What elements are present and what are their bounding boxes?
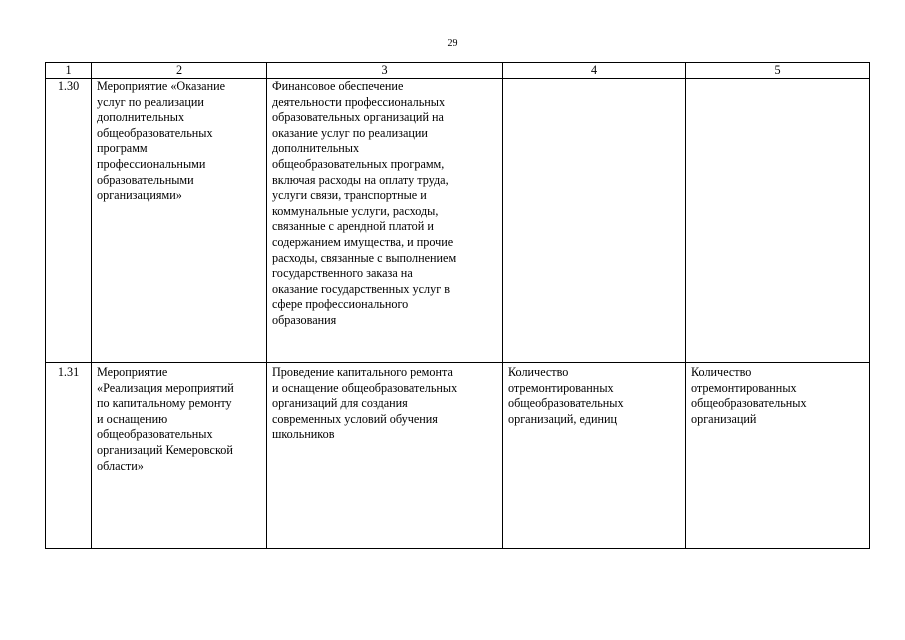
header-cell-4: 4 <box>503 63 686 79</box>
table-row <box>46 79 870 363</box>
measure-description-cell: Финансовое обеспечение деятельности профессиональных образовательных организаций на оказание услуг по реализации дополнительных общеобразовательных программ, включая расходы на оплату труда, услуги связи, транспортные и коммунальные услуги, расходы, связанные с арендной платой и содержанием имущества, и прочие расходы, связанные с выполнением государственного заказа на оказание государственных услуг в сфере профессионального образования <box>267 79 503 363</box>
measure-name-cell: Мероприятие «Оказание услуг по реализации дополнительных общеобразовательных программ профессиональными образовательными организациями» <box>92 79 267 363</box>
measure-name-cell: Мероприятие «Реализация мероприятий по капитальному ремонту и оснащению общеобразовательных организаций Кемеровской области» <box>92 363 267 549</box>
header-cell-3: 3 <box>267 63 503 79</box>
indicator-cell: Количество отремонтированных общеобразовательных организаций, единиц <box>503 363 686 549</box>
header-cell-5: 5 <box>686 63 870 79</box>
indicator-name-cell: Количество отремонтированных общеобразовательных организаций <box>686 363 870 549</box>
measures-table <box>45 62 870 549</box>
row-number: 1.30 <box>46 79 92 363</box>
indicator-name-cell <box>686 79 870 363</box>
measure-description-cell: Проведение капитального ремонта и оснащение общеобразовательных организаций для создания современных условий обучения школьников <box>267 363 503 549</box>
table-header-row <box>46 63 870 79</box>
row-number: 1.31 <box>46 363 92 549</box>
table-row <box>46 363 870 549</box>
header-cell-1: 1 <box>46 63 92 79</box>
page-number: 29 <box>447 38 458 49</box>
header-cell-2: 2 <box>92 63 267 79</box>
indicator-cell <box>503 79 686 363</box>
